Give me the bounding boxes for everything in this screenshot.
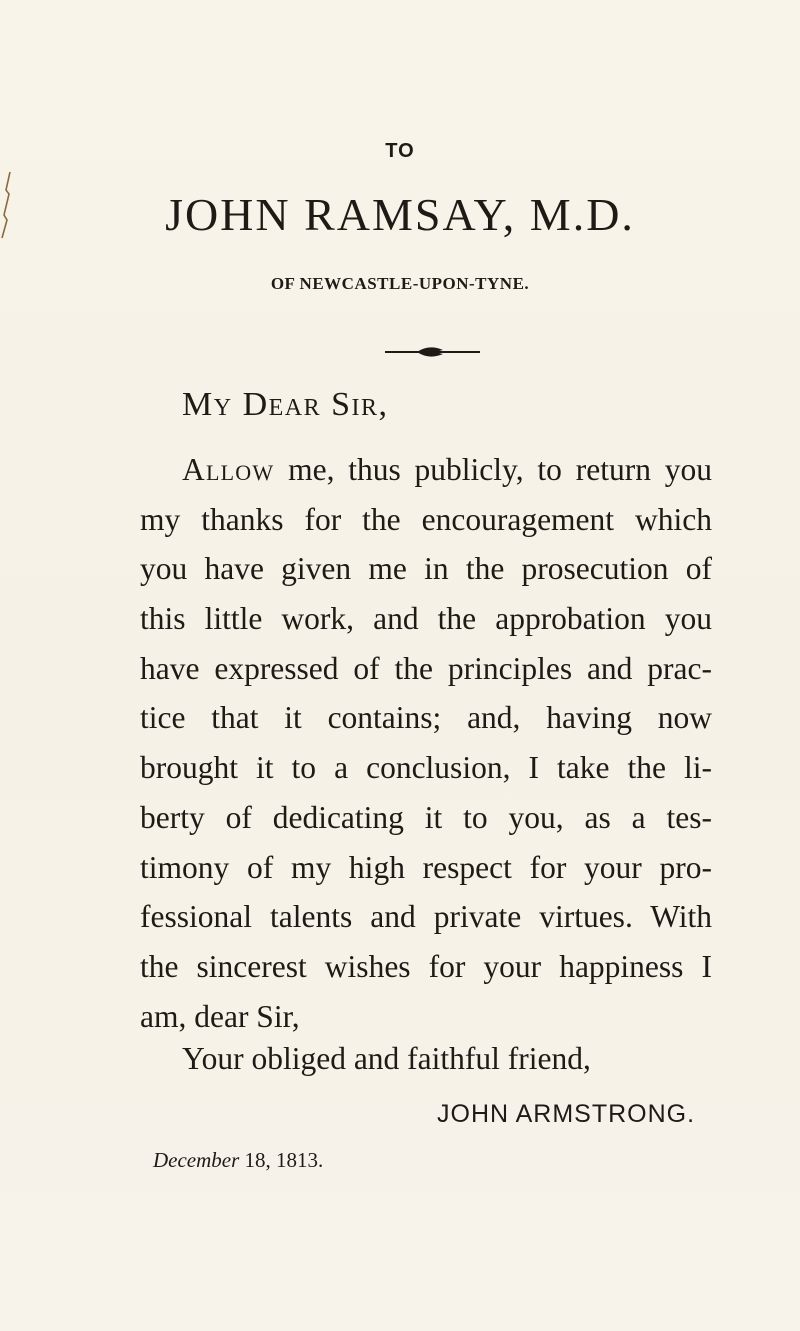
body-line: you have given me in the prosecution of [140,551,712,587]
date-day-year: 18, 1813. [239,1148,324,1172]
closing-line: Your obliged and faithful friend, [182,1041,591,1076]
body-line [140,445,712,495]
body-line: this little work, and the approbation you [140,601,712,637]
dedicatee-place: OF NEWCASTLE-UPON-TYNE. [270,274,530,293]
salutation: My Dear Sir, [182,386,389,423]
body-line: brought it to a conclusion, I take the li- [140,750,712,786]
body-line: tice that it contains; and, having now [140,700,712,736]
body-line: berty of dedicating it to you, as a tes- [140,799,712,835]
body-line: timony of my high respect for your pro- [140,849,712,885]
body-line: am, dear Sir, [140,998,300,1034]
body-line: my thanks for the encouragement which [140,501,712,537]
letter-body [140,445,712,1041]
dedication-to: TO [385,140,415,162]
body-line: fessional talents and private virtues. With [140,899,712,935]
signature: JOHN ARMSTRONG. [437,1100,696,1128]
ornament-rule [385,340,480,364]
body-line: the sincerest wishes for your happiness I [140,948,712,984]
letter-date [153,1148,323,1173]
body-line: have expressed of the principles and prac- [140,650,712,686]
body-line-text: me, thus publicly, to return you [274,452,712,487]
opening-word: Allow [182,452,275,487]
date-month: December [153,1148,240,1172]
dedicatee-name: JOHN RAMSAY, M.D. [165,189,635,240]
